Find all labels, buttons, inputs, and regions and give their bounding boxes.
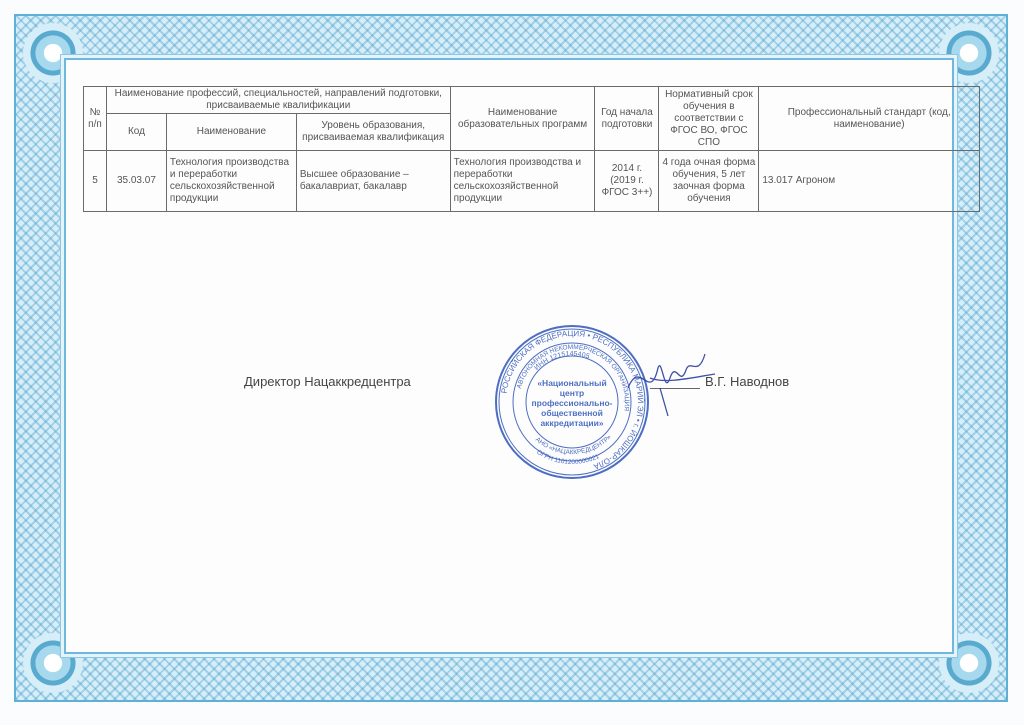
header-year: Год начала подготовки	[595, 87, 659, 151]
seal-outer-text: РОССИЙСКАЯ ФЕДЕРАЦИЯ • РЕСПУБЛИКА МАРИЙ ЭЛ • г. ЙОШКАР-ОЛА	[499, 328, 646, 472]
table-header-row	[84, 87, 980, 114]
cell-year: 2014 г. (2019 г. ФГОС 3++)	[595, 151, 659, 212]
cell-level: Высшее образование – бакалавриат, бакалавр	[296, 151, 450, 212]
handwritten-signature	[620, 348, 720, 418]
seal-center-line: «Национальный	[537, 378, 607, 388]
seal-inn: ИНН 1215145405	[533, 350, 591, 372]
seal-bottom-text: АНО «НАЦАККРЕДЦЕНТР»	[533, 433, 613, 457]
cell-name: Технология производства и переработки сельскохозяйственной продукции	[166, 151, 296, 212]
header-num: № п/п	[84, 87, 107, 151]
cell-standard: 13.017 Агроном	[759, 151, 980, 212]
table-row	[84, 151, 980, 212]
seal-inner-ring-text: АВТОНОМНАЯ НЕКОММЕРЧЕСКАЯ ОРГАНИЗАЦИЯ	[515, 343, 631, 412]
director-title: Директор Нацаккредцентра	[244, 374, 411, 389]
seal-center-line: профессионально-	[531, 398, 613, 408]
cell-code: 35.03.07	[106, 151, 166, 212]
cell-term: 4 года очная форма обучения, 5 лет заочная форма обучения	[659, 151, 759, 212]
cell-programs: Технология производства и переработки сельскохозяйственной продукции	[450, 151, 595, 212]
signer-name: В.Г. Наводнов	[705, 374, 790, 389]
cell-num: 5	[84, 151, 107, 212]
header-code: Код	[106, 114, 166, 151]
header-level: Уровень образования, присваиваемая квалификация	[296, 114, 450, 151]
header-name: Наименование	[166, 114, 296, 151]
seal-center-line: аккредитации»	[540, 418, 604, 428]
header-standard: Профессиональный стандарт (код, наименование)	[759, 87, 980, 151]
header-group: Наименование профессий, специальностей, направлений подготовки, присваиваемые квалификации	[106, 87, 450, 114]
header-programs: Наименование образовательных программ	[450, 87, 595, 151]
seal-center-line: центр	[559, 388, 585, 398]
header-term: Нормативный срок обучения в соответствии с ФГОС ВО, ФГОС СПО	[659, 87, 759, 151]
seal-ogrn: ОГРН 1101200000021	[535, 448, 601, 466]
accreditation-table	[83, 86, 980, 212]
seal-center-line: общественной	[541, 408, 603, 418]
